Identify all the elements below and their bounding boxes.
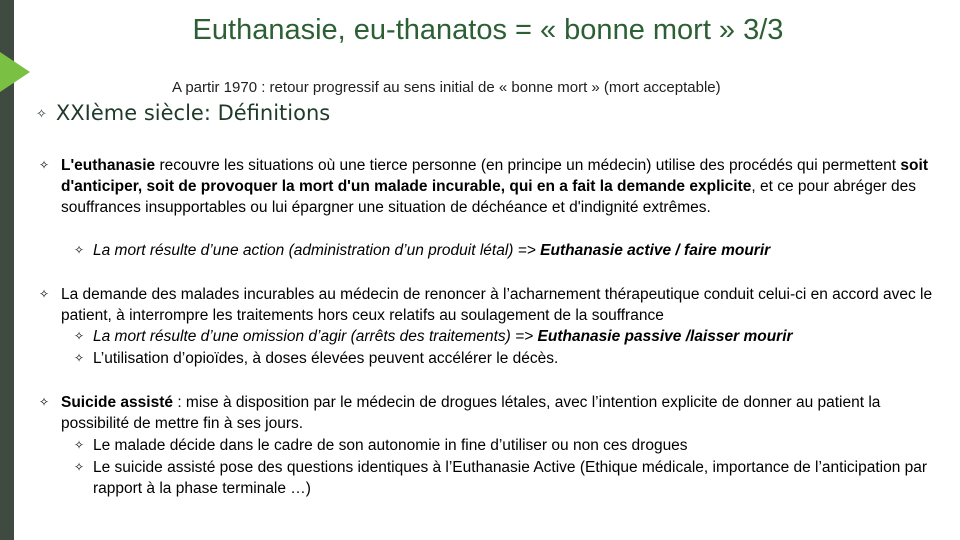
slide-title: Euthanasie, eu-thanatos = « bonne mort » 3/3 (192, 14, 784, 46)
diamond-bullet-icon: ✧ (74, 460, 85, 474)
sub-item-bold-text: Euthanasie active / faire mourir (540, 242, 771, 259)
sub-item-text: Le malade décide dans le cadre de son autonomie in fine d’utiliser ou non ces drogues (93, 437, 688, 454)
section-heading-text: XXIème siècle: Définitions (55, 101, 331, 125)
diamond-bullet-icon: ✧ (74, 329, 85, 343)
diamond-bullet-icon: ✧ (74, 438, 85, 452)
sub-item-questions (74, 457, 943, 499)
paragraph-euthanasie (39, 155, 946, 218)
diamond-bullet-icon: ✧ (39, 158, 50, 172)
paragraph-text: La demande des malades incurables au médecin de renoncer à l’acharnement thérapeutique conduit celui-ci en accord avec le patient, à interrompre les traitements hors ceux relatifs au soulagement de la souffrance (61, 286, 933, 324)
sub-item-opioides (74, 348, 943, 369)
sub-item-bold-text: Euthanasie passive /laisser mourir (537, 328, 793, 345)
sub-item-italic-text: La mort résulte d’une action (administration d’un produit létal) => (93, 242, 541, 259)
sub-item-italic-text: La mort résulte d’une omission d’agir (arrêts des traitements) => (93, 328, 538, 345)
paragraph-suicide-assiste (39, 392, 946, 434)
diamond-bullet-icon: ✧ (74, 243, 85, 257)
sub-item-autonomie (74, 435, 943, 456)
sub-item-text: Le suicide assisté pose des questions identiques à l’Euthanasie Active (Ethique médicale, importance de l’anticipation par rapport à la phase terminale …) (93, 459, 928, 497)
slide-subtitle: A partir 1970 : retour progressif au sens initial de « bonne mort » (mort acceptable) (172, 79, 721, 96)
term-suicide-assiste: Suicide assisté (61, 394, 174, 411)
paragraph-bold-text: soit d'anticiper, soit de provoquer la mort d'un malade incurable, qui en a fait la demande explicite (61, 157, 928, 195)
term-euthanasie: L'euthanasie (61, 157, 156, 174)
diamond-bullet-icon: ✧ (39, 287, 50, 301)
sub-item-action (74, 240, 943, 261)
diamond-bullet-icon: ✧ (39, 395, 50, 409)
paragraph-demande (39, 284, 946, 326)
sub-item-text: L’utilisation d’opioïdes, à doses élevées peuvent accélérer le décès. (93, 350, 559, 367)
diamond-bullet-icon: ✧ (36, 107, 47, 122)
paragraph-text: , et ce pour abréger des souffrances insupportables ou lui épargner une situation de déchéance et d'indignité extrêmes. (61, 178, 916, 216)
sub-item-omission (74, 326, 943, 347)
diamond-bullet-icon: ✧ (74, 351, 85, 365)
paragraph-text: recouvre les situations où une tierce personne (en principe un médecin) utilise des procédés qui permettent (155, 157, 901, 174)
paragraph-text: : mise à disposition par le médecin de drogues létales, avec l’intention explicite de donner au patient la possibilité de mettre fin à ses jours. (61, 394, 881, 432)
